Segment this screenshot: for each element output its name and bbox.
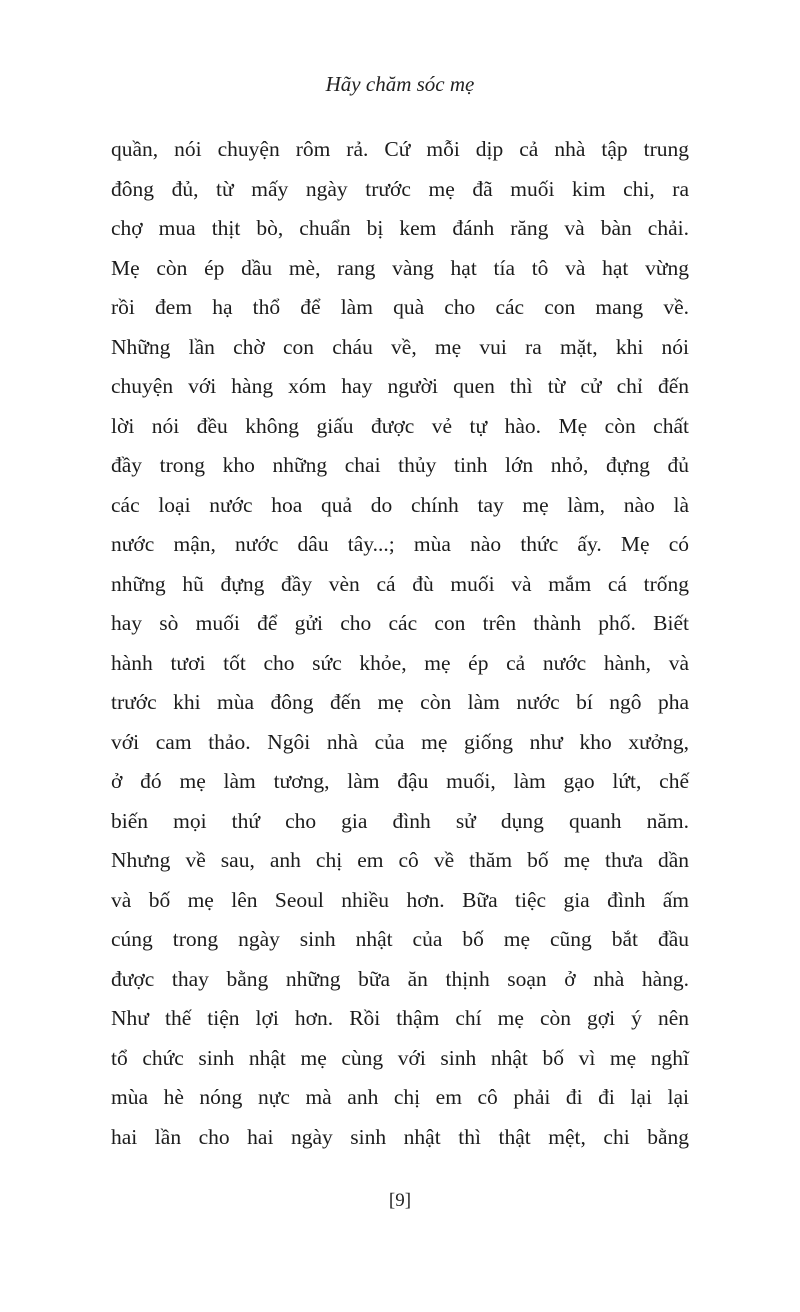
text-line: các loại nước hoa quả do chính tay mẹ làm, nào là (111, 492, 689, 517)
text-line: chuyện với hàng xóm hay người quen thì từ cử chỉ đến (111, 374, 689, 398)
text-line: Mẹ còn ép dầu mè, rang vàng hạt tía tô và hạt vừng (111, 255, 689, 280)
text-line: chợ mua thịt bò, chuẩn bị kem đánh răng và bàn chải. (111, 216, 689, 240)
text-line: mùa hè nóng nực mà anh chị em cô phải đi đi lại lại (111, 1085, 689, 1109)
text-line: nước mận, nước dâu tây...; mùa nào thức ấy. Mẹ có (111, 532, 689, 556)
text-line: Nhưng về sau, anh chị em cô về thăm bố mẹ thưa dần (111, 848, 689, 872)
text-line: với cam thảo. Ngôi nhà của mẹ giống như kho xưởng, (111, 729, 689, 754)
text-line: ở đó mẹ làm tương, làm đậu muối, làm gạo lứt, chế (111, 769, 689, 793)
text-line: hai lần cho hai ngày sinh nhật thì thật mệt, chi bằng (111, 1124, 689, 1149)
text-line: trước khi mùa đông đến mẹ còn làm nước bí ngô pha (111, 690, 689, 714)
text-line: những hũ đựng đầy vèn cá đù muối và mắm cá trống (111, 571, 689, 596)
text-line: rồi đem hạ thổ để làm quà cho các con mang về. (111, 295, 689, 319)
text-line: hay sò muối để gửi cho các con trên thành phố. Biết (111, 611, 689, 635)
text-line: biến mọi thứ cho gia đình sử dụng quanh năm. (111, 808, 689, 833)
text-line: đầy trong kho những chai thủy tinh lớn nhỏ, đựng đủ (111, 453, 689, 477)
text-line: hành tươi tốt cho sức khỏe, mẹ ép cả nước hành, và (111, 650, 689, 675)
text-line: được thay bằng những bữa ăn thịnh soạn ở nhà hàng. (111, 966, 689, 991)
text-line: đông đủ, từ mấy ngày trước mẹ đã muối kim chi, ra (111, 176, 689, 201)
running-header: Hãy chăm sóc mẹ (325, 72, 475, 96)
text-line: cúng trong ngày sinh nhật của bố mẹ cũng bắt đầu (111, 927, 689, 951)
text-line: Như thế tiện lợi hơn. Rồi thậm chí mẹ còn gợi ý nên (111, 1006, 689, 1030)
text-line: quần, nói chuyện rôm rả. Cứ mỗi dịp cả nhà tập trung (111, 137, 689, 161)
text-line: và bố mẹ lên Seoul nhiều hơn. Bữa tiệc gia đình ấm (111, 887, 689, 912)
text-line: tổ chức sinh nhật mẹ cùng với sinh nhật bố vì mẹ nghĩ (111, 1045, 689, 1070)
text-line: Những lần chờ con cháu về, mẹ vui ra mặt, khi nói (111, 334, 689, 359)
text-line: lời nói đều không giấu được vẻ tự hào. Mẹ còn chất (111, 413, 689, 438)
page-number: [9] (388, 1190, 412, 1211)
body-text (111, 130, 689, 1157)
